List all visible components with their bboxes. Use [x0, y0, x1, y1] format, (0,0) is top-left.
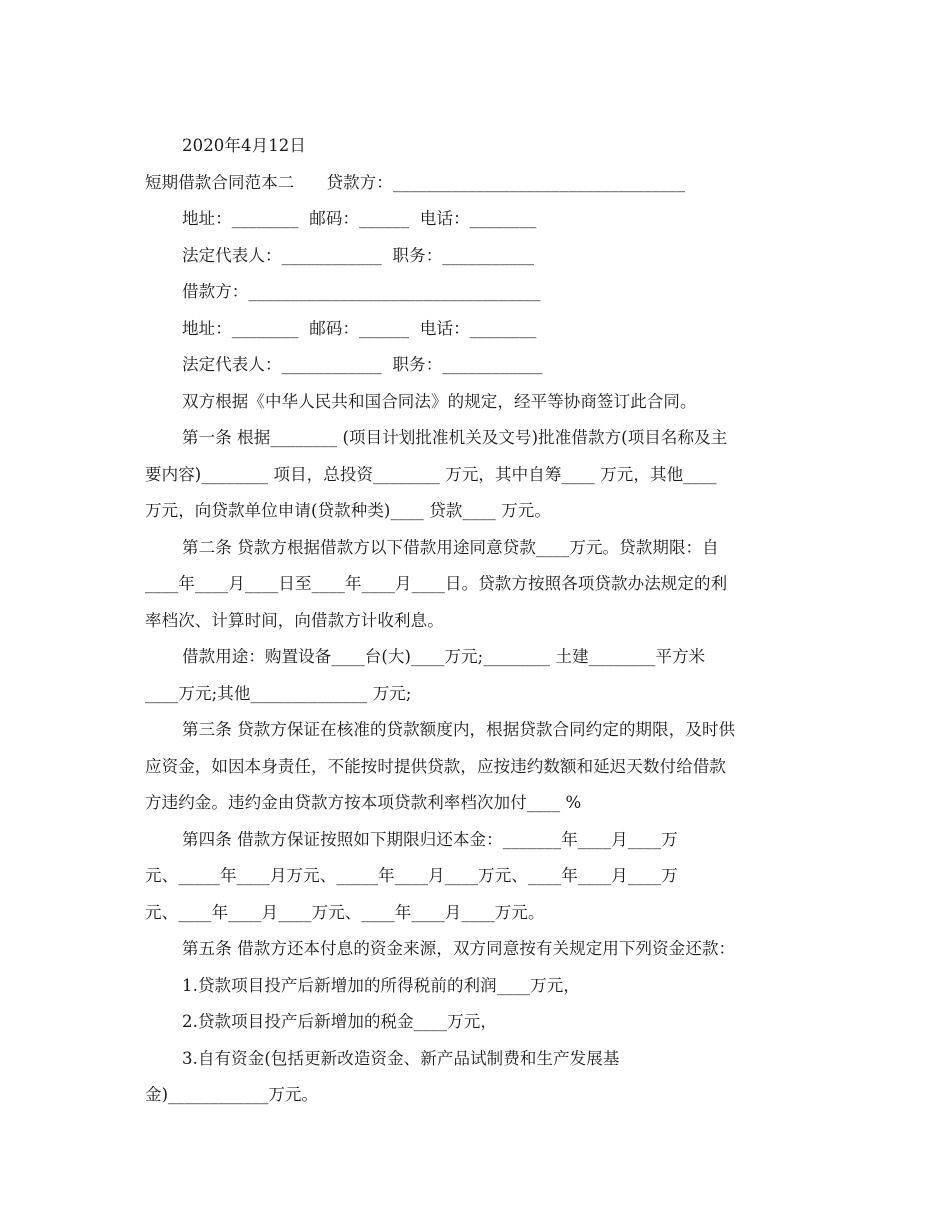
document-line: 第二条 贷款方根据借款方以下借款用途同意贷款____万元。贷款期限：自: [182, 537, 719, 557]
document-line: 元、____年____月____万元、____年____月____万元。: [145, 902, 545, 922]
document-line: 法定代表人：____________ 职务：___________: [182, 245, 535, 265]
document-line: 2.贷款项目投产后新增加的税金____万元，: [182, 1012, 497, 1031]
document-line: 借款方：___________________________________: [182, 282, 541, 301]
document-line: 第四条 借款方保证按照如下期限归还本金：_______年____月____万: [182, 829, 678, 849]
document-line: 方违约金。违约金由贷款方按本项贷款利率档次加付____ %: [145, 793, 582, 812]
document-line: 地址：________ 邮码：______ 电话：________: [182, 318, 537, 338]
document-line: 第三条 贷款方保证在核准的贷款额度内，根据贷款合同约定的期限，及时供: [182, 720, 736, 739]
document-line: 地址：________ 邮码：______ 电话：________: [182, 209, 537, 228]
document-line: 率档次、计算时间，向借款方计收利息。: [145, 610, 444, 630]
document-line: 第一条 根据________ (项目计划批准机关及文号)批准借款方(项目名称及主: [182, 428, 728, 447]
document-line: 元、_____年____月万元、_____年____月____万元、____年____月____万: [145, 866, 678, 885]
document-line: 1.贷款项目投产后新增加的所得税前的利润____万元，: [182, 975, 580, 995]
document-line: ____万元;其他______________ 万元;: [145, 683, 412, 703]
document-line: 要内容)________ 项目，总投资________ 万元，其中自筹____ 万元，其他____: [145, 464, 717, 484]
document-line: 2020年4月12日: [182, 136, 306, 155]
document-line: 借款用途：购置设备____台(大)____万元;________ 土建________平方米: [182, 647, 706, 666]
document-line: 第五条 借款方还本付息的资金来源，双方同意按有关规定用下列资金还款：: [182, 939, 736, 958]
document-line: ____年____月____日至____年____月____日。贷款方按照各项贷款办法规定的利: [145, 574, 728, 593]
document-line: 3.自有资金(包括更新改造资金、新产品试制费和生产发展基: [182, 1048, 620, 1068]
document-line: 金)____________万元。: [145, 1085, 319, 1104]
document-line: 万元，向贷款单位申请(贷款种类)____ 贷款____ 万元。: [145, 501, 551, 520]
document-line: 双方根据《中华人民共和国合同法》的规定，经平等协商签订此合同。: [182, 391, 697, 411]
document-line: 短期借款合同范本二 贷款方：___________________________________: [145, 172, 686, 192]
document-line: 法定代表人：____________ 职务：____________: [182, 355, 543, 374]
document-body: [145, 128, 805, 1114]
document-line: 应资金，如因本身责任，不能按时提供贷款，应按违约数额和延迟天数付给借款: [145, 756, 726, 776]
